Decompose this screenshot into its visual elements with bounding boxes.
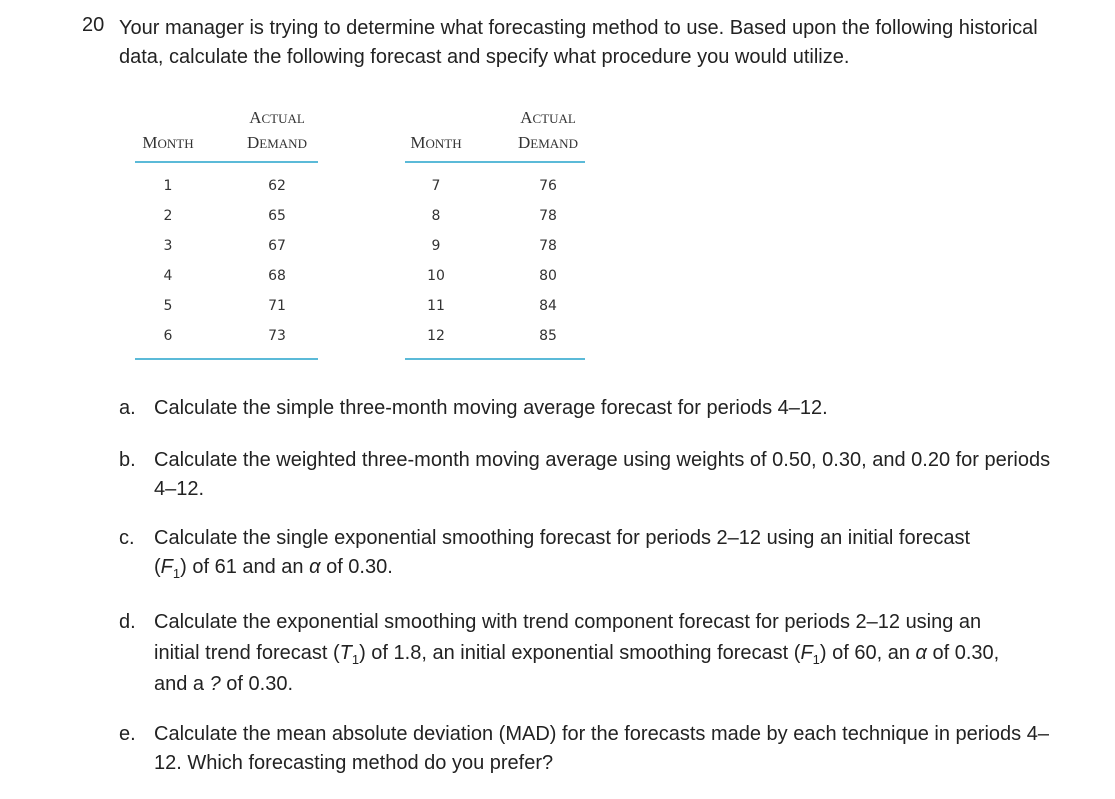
header-rule bbox=[135, 161, 318, 163]
month-cell: 4 bbox=[163, 268, 173, 284]
month-cell: 6 bbox=[163, 328, 173, 344]
demand-cell: 78 bbox=[539, 208, 557, 224]
month-cell: 3 bbox=[163, 238, 173, 254]
demand-cell: 84 bbox=[539, 298, 557, 314]
part-c-text: Calculate the single exponential smoothing forecast for periods 2–12 using an initial forecast $(F_1)$ of 61 and an α of 0.30. bbox=[154, 527, 971, 581]
part-d-text: Calculate the exponential smoothing with trend component forecast for periods 2–12 using an initial trend forecast $(T_1)$ of 1.8, an initial exponential smoothing forecast $(F_1)$ of 60, an α of 0.30, and a ? of 0.30. bbox=[154, 611, 1000, 695]
header-demand: DEMAND bbox=[247, 133, 307, 152]
header-month: MONTH bbox=[410, 133, 462, 152]
demand-cell: 68 bbox=[268, 268, 286, 284]
footer-rule bbox=[405, 358, 585, 360]
month-cell: 2 bbox=[163, 208, 173, 224]
month-cell: 12 bbox=[427, 328, 445, 344]
part-a-label: a. bbox=[119, 397, 136, 419]
month-cell: 11 bbox=[427, 298, 445, 314]
month-cell: 7 bbox=[431, 178, 441, 194]
header-actual: ACTUAL bbox=[520, 108, 576, 127]
demand-cell: 76 bbox=[539, 178, 557, 194]
month-cell: 8 bbox=[431, 208, 441, 224]
part-b-label: b. bbox=[119, 449, 136, 471]
demand-cell: 65 bbox=[268, 208, 286, 224]
demand-cell: 80 bbox=[539, 268, 557, 284]
part-b-text: Calculate the weighted three-month moving average using weights of 0.50, 0.30, and 0.20 for periods 4–12. bbox=[154, 449, 1051, 500]
month-cell: 1 bbox=[163, 178, 173, 194]
part-d-label: d. bbox=[119, 611, 136, 633]
header-demand: DEMAND bbox=[518, 133, 578, 152]
month-cell: 9 bbox=[431, 238, 441, 254]
question-number: 20 bbox=[82, 14, 105, 36]
demand-cell: 73 bbox=[268, 328, 286, 344]
month-cell: 10 bbox=[427, 268, 445, 284]
header-rule bbox=[405, 161, 585, 163]
demand-cell: 85 bbox=[539, 328, 557, 344]
demand-cell: 71 bbox=[268, 298, 286, 314]
demand-cell: 78 bbox=[539, 238, 557, 254]
part-a-text: Calculate the simple three-month moving average forecast for periods 4–12. bbox=[154, 397, 828, 419]
demand-cell: 67 bbox=[268, 238, 286, 254]
part-c-label: c. bbox=[119, 527, 135, 549]
part-e-text: Calculate the mean absolute deviation (MAD) for the forecasts made by each technique in periods 4–12. Which forecasting method do you prefer? bbox=[154, 723, 1049, 774]
question-text: Your manager is trying to determine what forecasting method to use. Based upon the following historical data, calculate the following forecast and specify what procedure you would utilize. bbox=[119, 17, 1038, 68]
demand-cell: 62 bbox=[268, 178, 286, 194]
part-e-label: e. bbox=[119, 723, 136, 745]
header-actual: ACTUAL bbox=[249, 108, 305, 127]
month-cell: 5 bbox=[163, 298, 173, 314]
header-month: MONTH bbox=[142, 133, 194, 152]
footer-rule bbox=[135, 358, 318, 360]
